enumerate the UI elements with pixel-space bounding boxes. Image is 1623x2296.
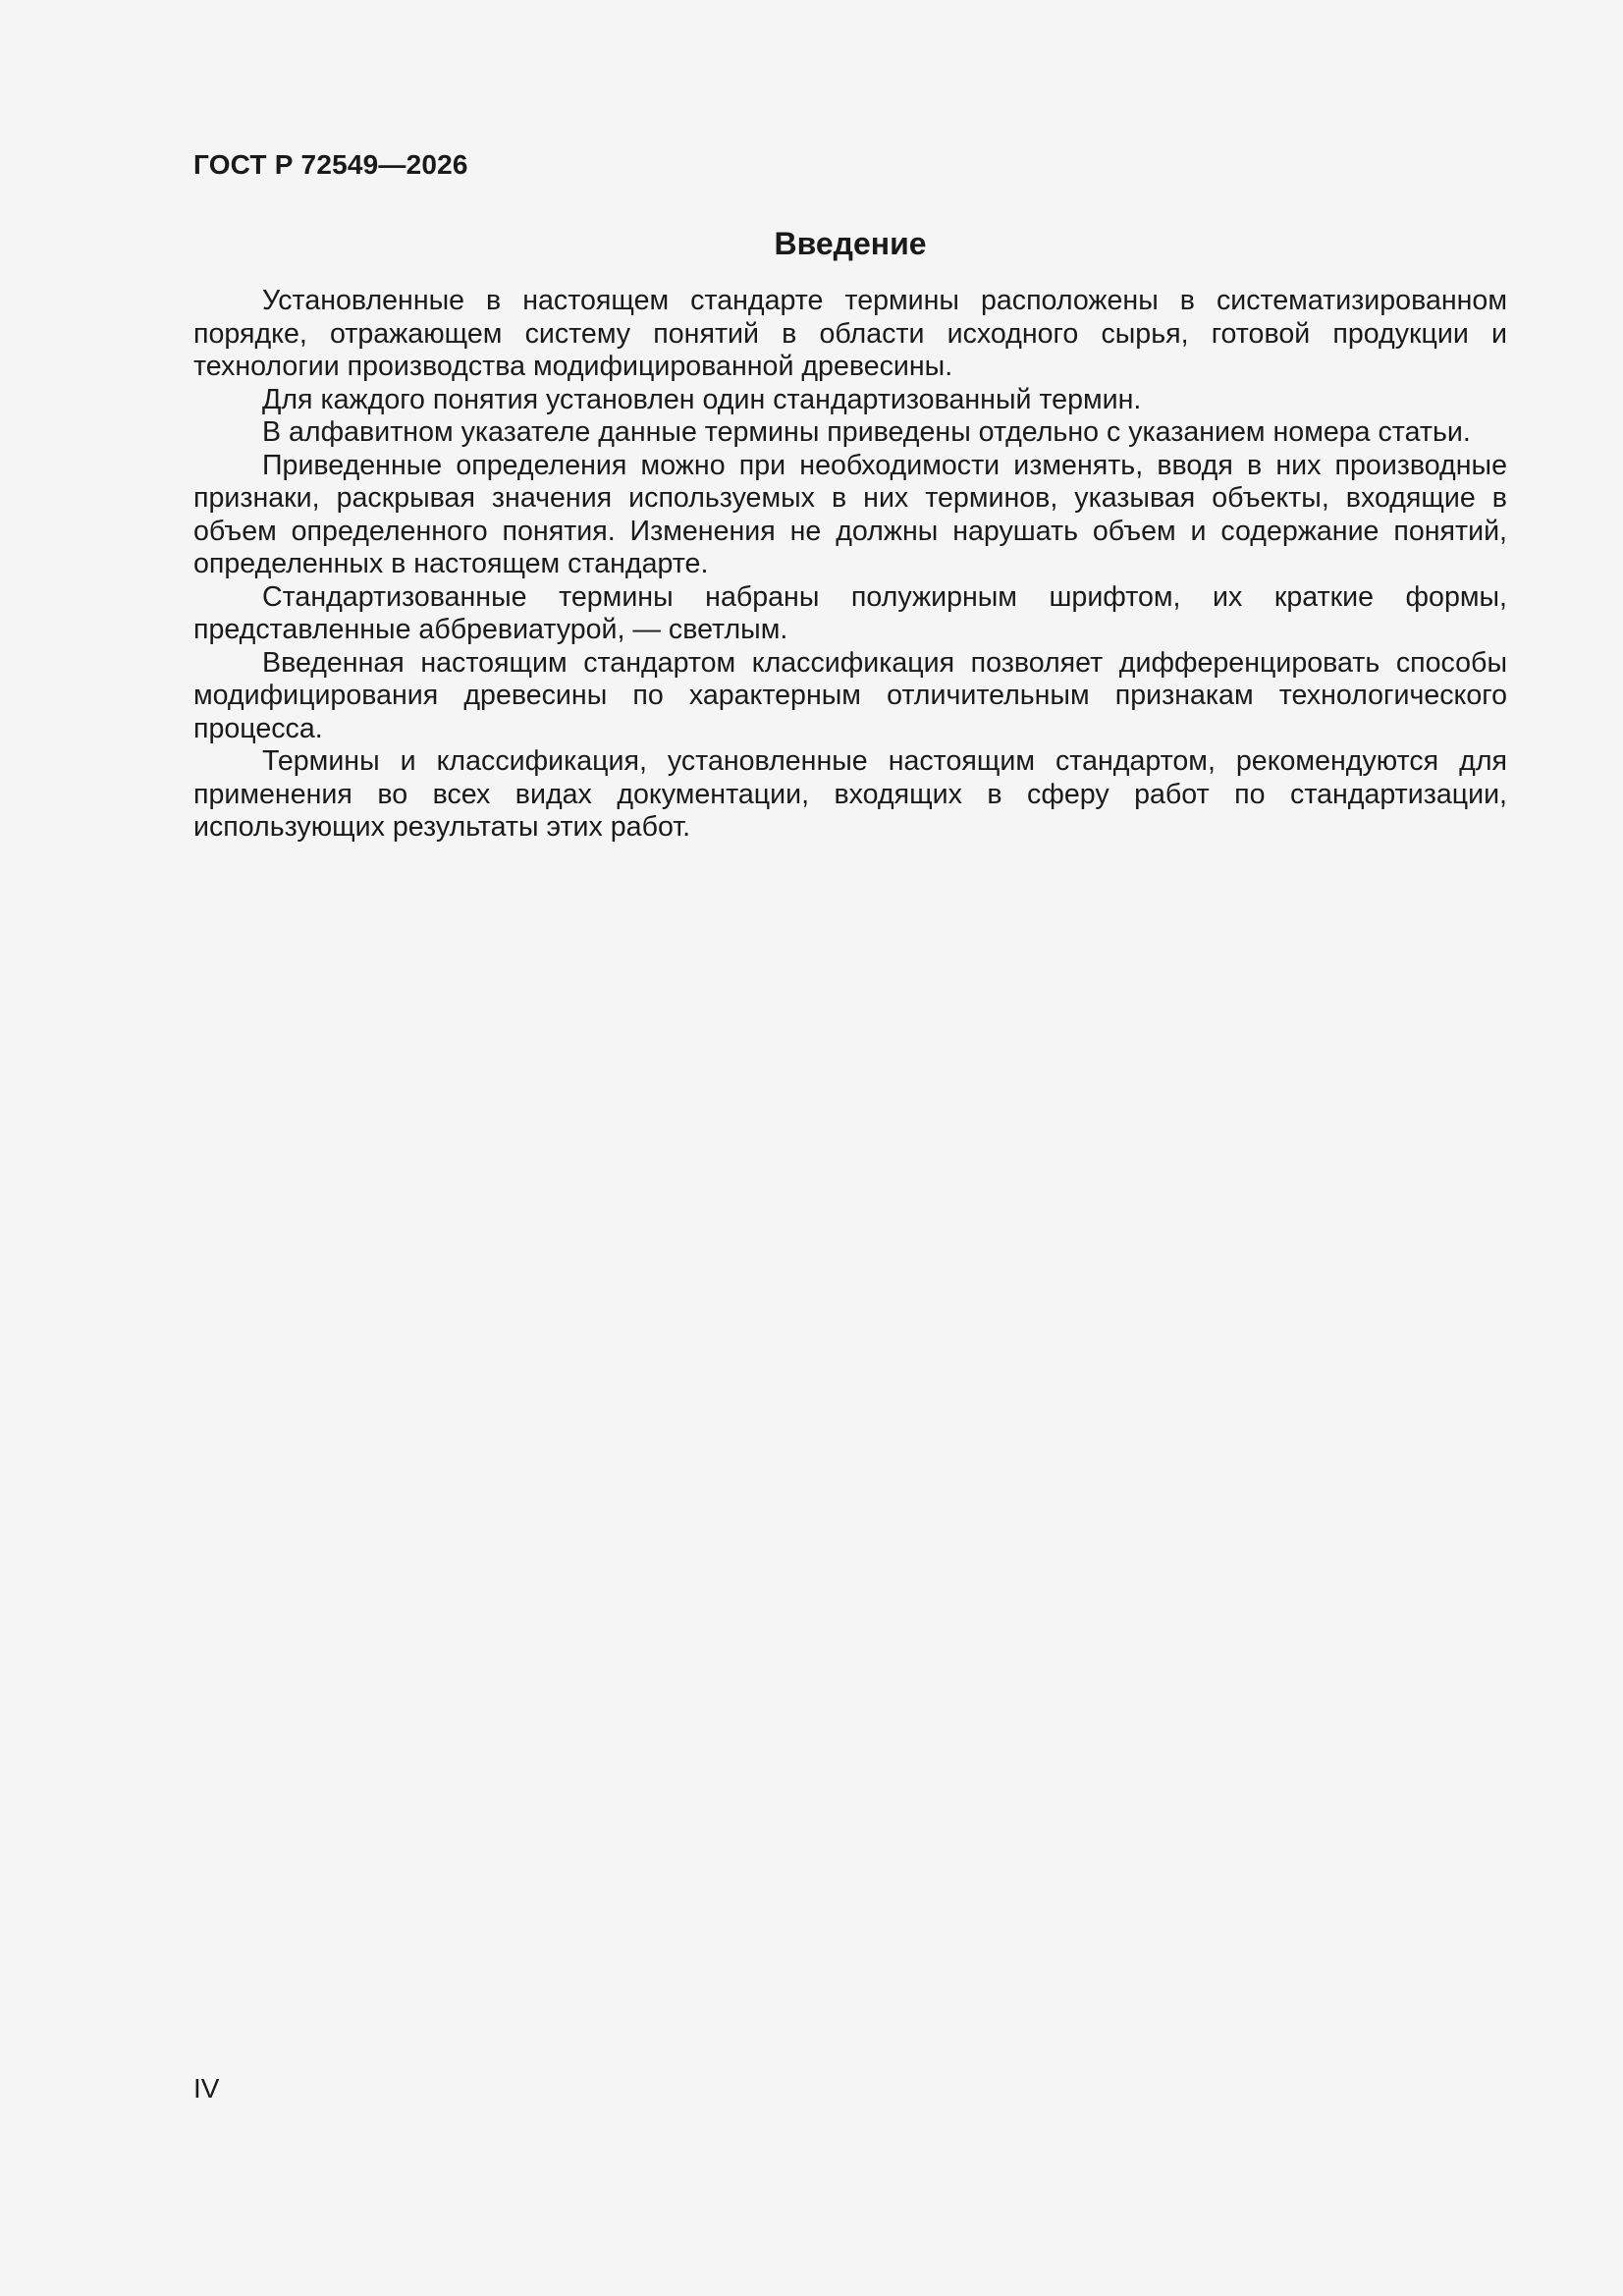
paragraph: В алфавитном указателе данные термины приведены отдельно с указанием номера статьи.: [262, 416, 1471, 448]
paragraph: Термины и классификация, установленные настоящим стандартом, рекомендуются для применения во всех видах документации, входящих в сферу работ по стандартизации, использующих результаты этих работ.: [193, 745, 1507, 843]
paragraph: Для каждого понятия установлен один стандартизованный термин.: [262, 383, 1142, 415]
page-number: IV: [193, 2073, 220, 2104]
paragraph: Введенная настоящим стандартом классификация позволяет дифференцировать способы модифицирования древесины по характерным отличительным признакам технологического процесса.: [193, 646, 1507, 744]
section-body: [193, 285, 1507, 845]
paragraph: Стандартизованные термины набраны полужирным шрифтом, их краткие формы, представленные аббревиатурой, — светлым.: [193, 580, 1507, 645]
paragraph: Установленные в настоящем стандарте термины расположены в систематизированном порядке, отражающем систему понятий в области исходного сырья, готовой продукции и технологии производства модифицированной древесины.: [193, 285, 1507, 382]
document-code: ГОСТ Р 72549—2026: [193, 149, 468, 180]
section-title: Введение: [774, 226, 927, 261]
paragraph: Приведенные определения можно при необходимости изменять, вводя в них производные признаки, раскрывая значения используемых в них терминов, указывая объекты, входящие в объем определенного понятия. Изменения не должны нарушать объем и содержание понятий, определенных в настоящем стандарте.: [193, 449, 1507, 579]
